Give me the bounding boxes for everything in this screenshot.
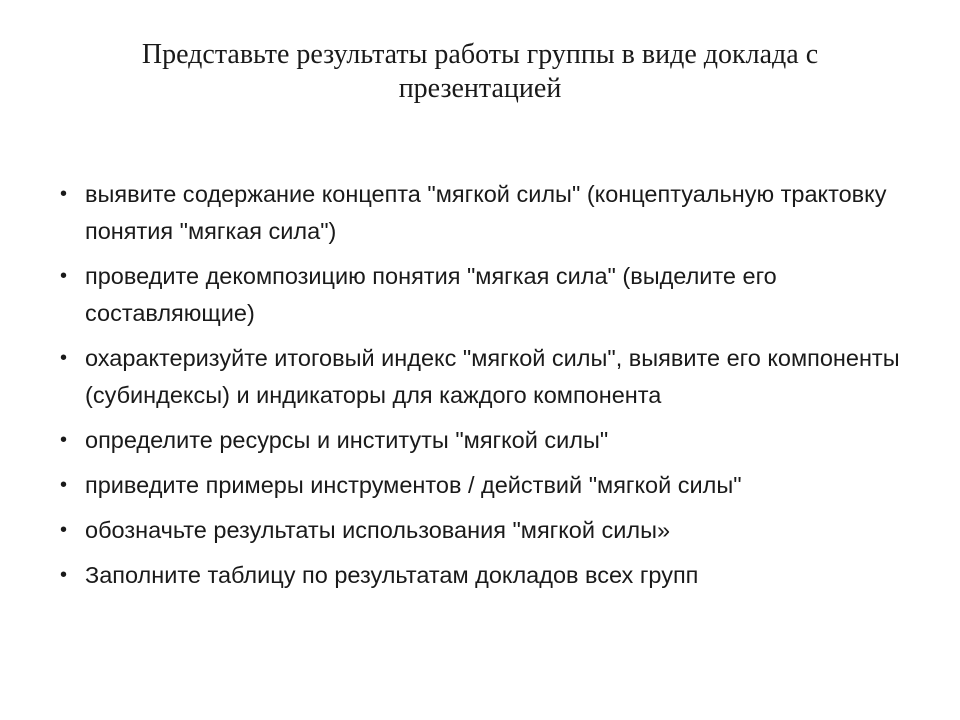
slide-title: Представьте результаты работы группы в виде доклада с презентацией	[141, 39, 819, 104]
bullet-list	[60, 176, 910, 602]
list-item-text: определите ресурсы и институты "мягкой силы"	[85, 427, 609, 453]
list-item	[60, 467, 910, 504]
bullet-icon: •	[60, 519, 68, 541]
bullet-icon: •	[60, 347, 68, 369]
bullet-icon: •	[60, 265, 68, 287]
bullet-icon: •	[60, 564, 68, 586]
list-item-text: обозначьте результаты использования "мягкой силы»	[85, 517, 671, 543]
list-item-text: проведите декомпозицию понятия "мягкая сила" (выделите его составляющие)	[85, 263, 777, 326]
list-item	[60, 340, 910, 414]
list-item-text: охарактеризуйте итоговый индекс "мягкой силы", выявите его компоненты (субиндексы) и индикаторы для каждого компонента	[85, 345, 900, 408]
list-item-text: выявите содержание концепта "мягкой силы" (концептуальную трактовку понятия "мягкая сила")	[85, 181, 887, 244]
list-item-text: Заполните таблицу по результатам докладов всех групп	[85, 562, 699, 588]
list-item	[60, 557, 910, 594]
list-item	[60, 258, 910, 332]
bullet-icon: •	[60, 429, 68, 451]
list-item	[60, 422, 910, 459]
list-item	[60, 512, 910, 549]
bullet-icon: •	[60, 183, 68, 205]
list-item-text: приведите примеры инструментов / действий "мягкой силы"	[85, 472, 742, 498]
list-item	[60, 176, 910, 250]
bullet-icon: •	[60, 474, 68, 496]
